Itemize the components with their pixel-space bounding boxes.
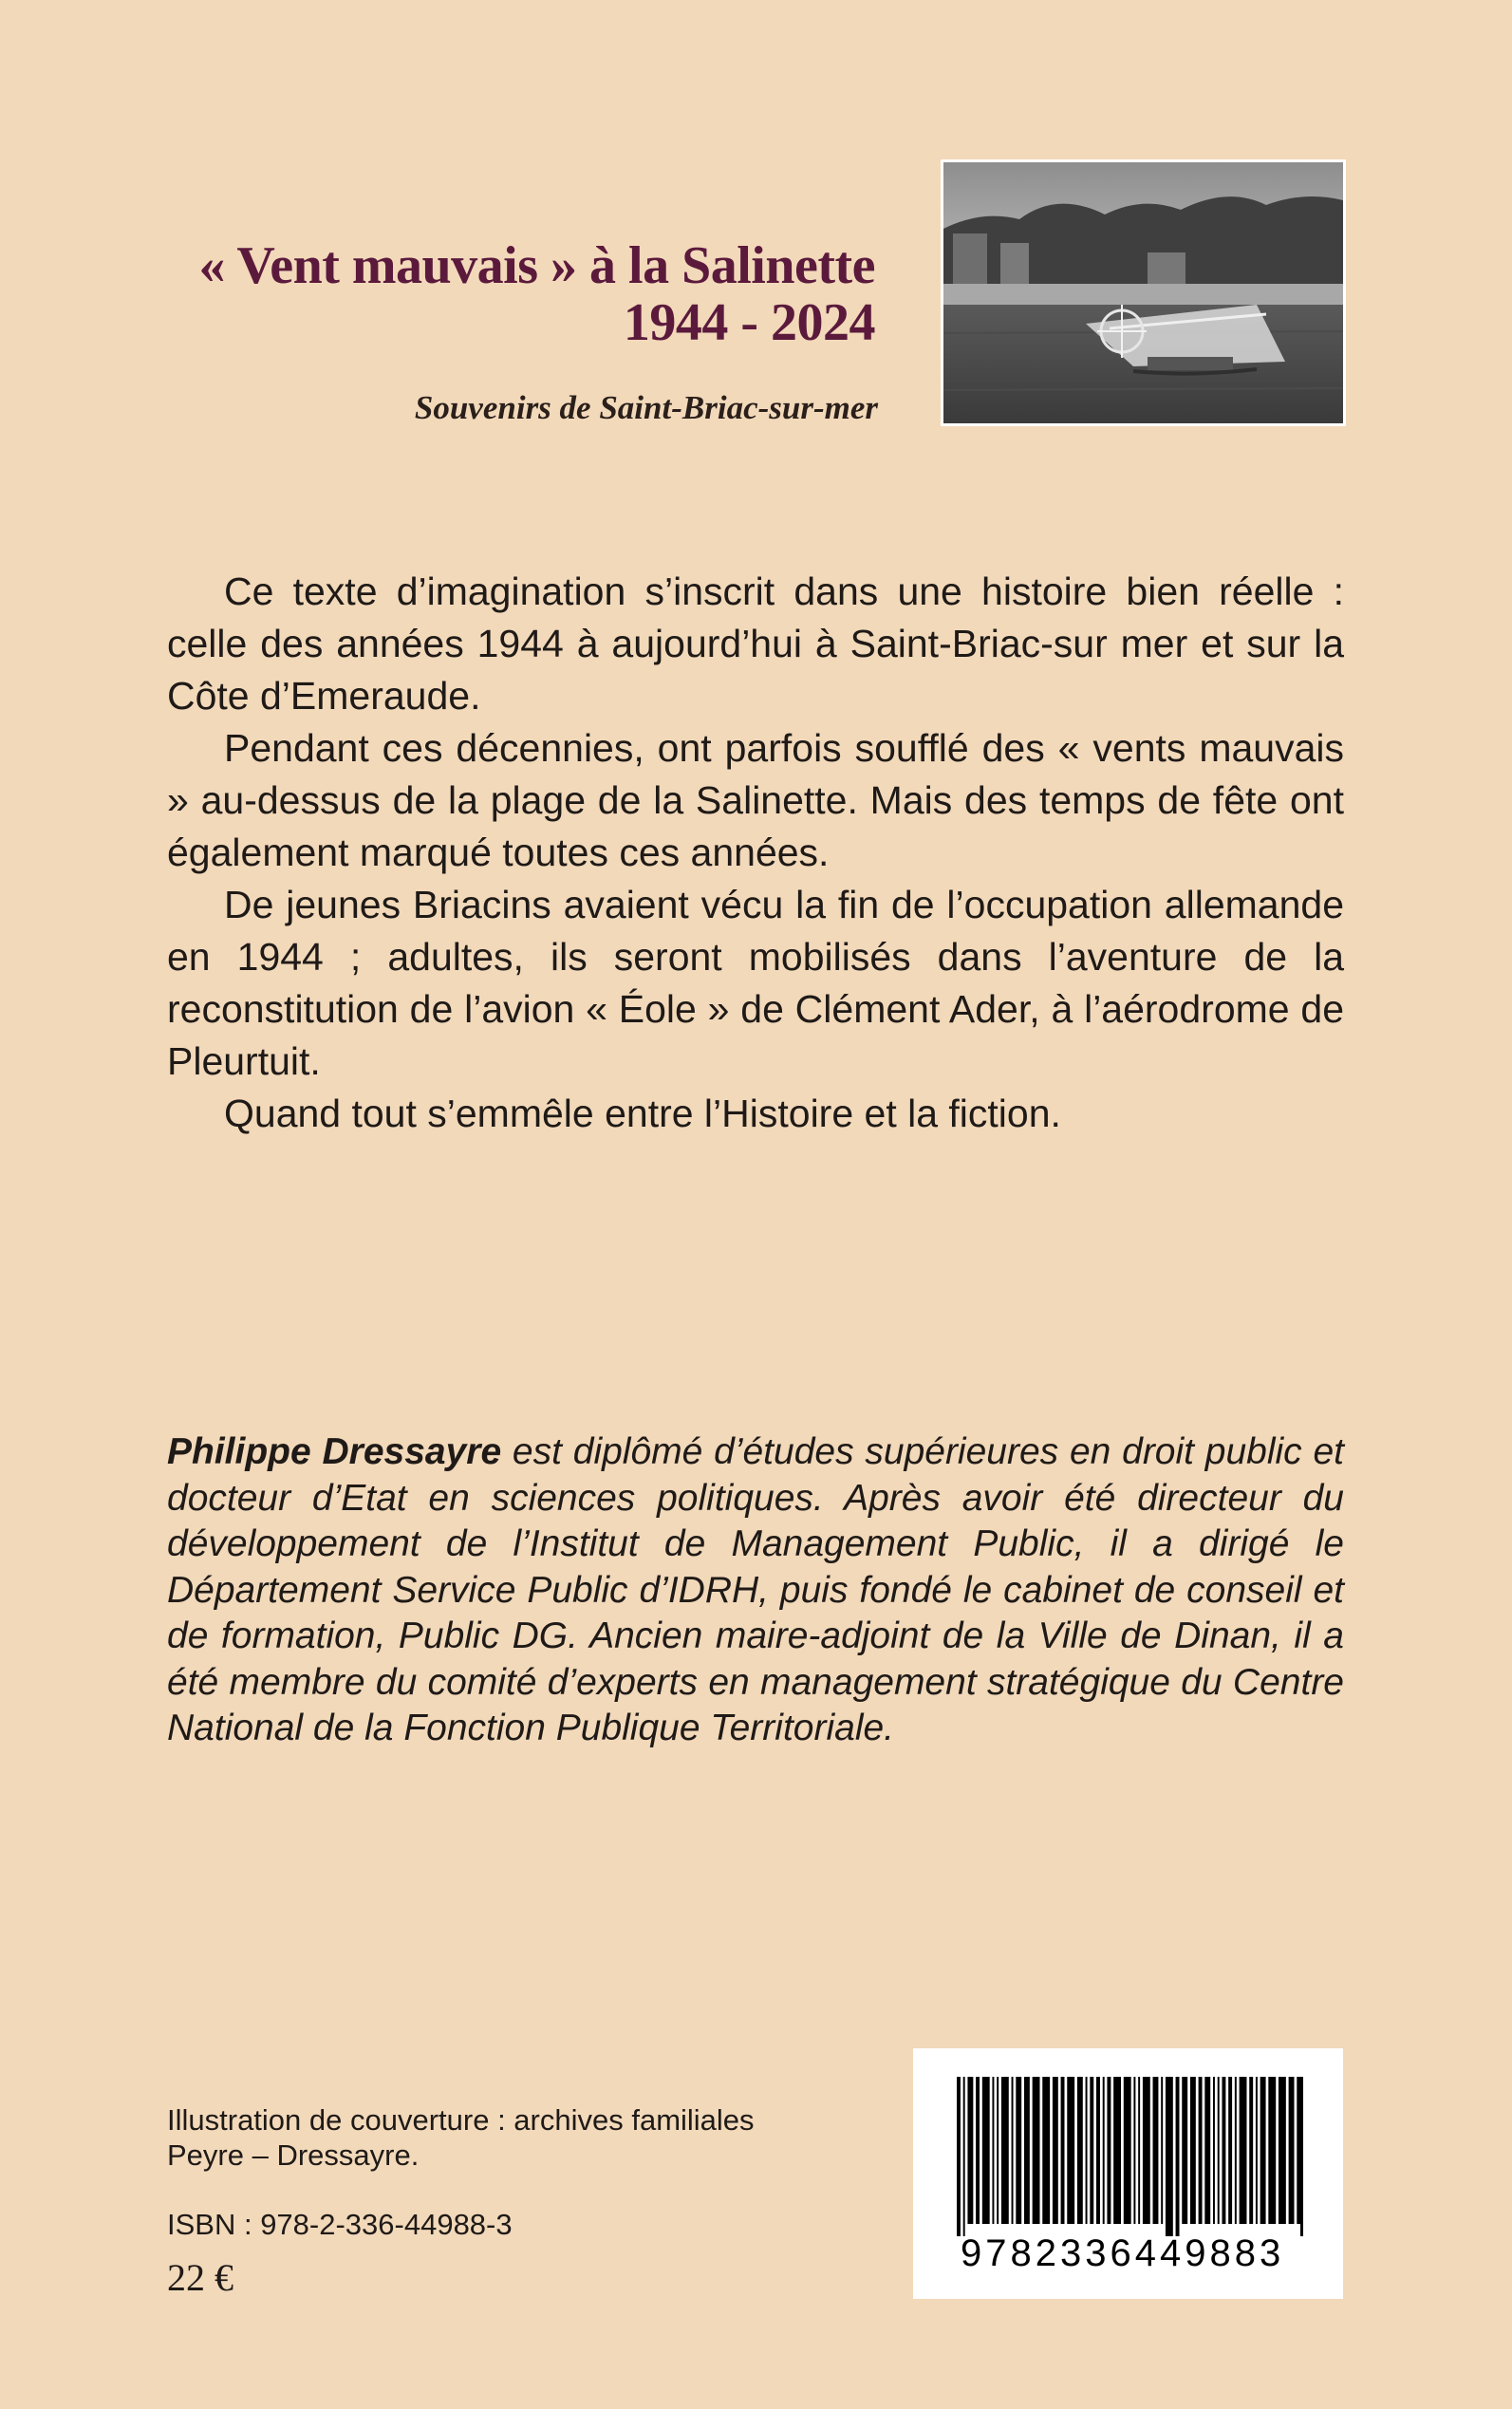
barcode-bar <box>992 2077 994 2224</box>
barcode-bar <box>1001 2077 1009 2224</box>
barcode-bar <box>967 2077 973 2224</box>
intro-paragraph: Ce texte d’imagination s’inscrit dans une histoire bien réelle : celle des années 1944 à aujourd’hui à Saint-Briac-sur mer et sur la Côte d’Emeraude. <box>167 570 1344 718</box>
author-bio <box>167 1429 1344 1752</box>
credit-line: Illustration de couverture : archives familiales <box>167 2103 755 2137</box>
barcode-bar <box>1107 2077 1111 2224</box>
barcode <box>913 2048 1343 2299</box>
barcode-bar <box>997 2077 999 2224</box>
price: 22 € <box>167 2256 233 2299</box>
barcode-bar <box>1143 2077 1150 2224</box>
barcode-bar <box>1161 2077 1163 2224</box>
barcode-bar <box>1096 2077 1100 2224</box>
barcode-bar <box>1086 2077 1088 2224</box>
barcode-bar <box>1279 2077 1286 2224</box>
barcode-bar <box>1260 2077 1266 2224</box>
book-years: 1944 - 2024 <box>623 293 875 352</box>
book-title: « Vent mauvais » à la Salinette <box>198 236 875 295</box>
barcode-bar <box>957 2077 961 2236</box>
barcode-bar <box>1235 2077 1237 2224</box>
author-name: Philippe Dressayre <box>167 1431 502 1472</box>
barcode-bar <box>1138 2077 1140 2224</box>
intro-text <box>167 566 1344 1140</box>
barcode-bar <box>1033 2077 1040 2224</box>
barcode-bar <box>1077 2077 1083 2224</box>
barcode-bar <box>1222 2077 1225 2224</box>
barcode-bar <box>1012 2077 1014 2224</box>
barcode-bar <box>1053 2077 1058 2224</box>
intro-paragraph: De jeunes Briacins avaient vécu la fin de l’occupation allemande en 1944 ; adultes, ils seront mobilisés dans l’aventure de la reconstitution de l’avion « Éole » de Clément Ader, à l’aérodrome de Pleurtuit. <box>167 883 1344 1083</box>
barcode-bar <box>1016 2077 1021 2224</box>
barcode-bar <box>1182 2077 1187 2224</box>
barcode-bar <box>1024 2077 1030 2224</box>
barcode-bar <box>1256 2077 1258 2224</box>
barcode-bar <box>1213 2077 1215 2224</box>
barcode-bar <box>1249 2077 1253 2224</box>
bio-paragraph <box>167 1429 1344 1752</box>
barcode-bars <box>957 2077 1303 2236</box>
barcode-bar <box>1204 2077 1210 2224</box>
barcode-bar <box>1300 2077 1303 2236</box>
barcode-bar <box>1124 2077 1131 2224</box>
seaplane-photo <box>941 159 1346 426</box>
isbn: ISBN : 978-2-336-44988-3 <box>167 2208 513 2241</box>
barcode-bar <box>1166 2077 1173 2236</box>
barcode-bar <box>1190 2077 1196 2224</box>
intro-paragraph: Pendant ces décennies, ont parfois soufflé des « vents mauvais » au-dessus de la plage de la Salinette. Mais des temps de fête ont également marqué toutes ces années. <box>167 726 1344 874</box>
barcode-bar <box>963 2077 965 2236</box>
cover-credit <box>167 2102 888 2173</box>
barcode-digits: 9782336449883 <box>961 2232 1285 2274</box>
title-block <box>152 237 875 351</box>
barcode-bar <box>976 2077 980 2224</box>
barcode-bar <box>1218 2077 1220 2224</box>
barcode-bar <box>1228 2077 1232 2224</box>
barcode-bar <box>1133 2077 1135 2224</box>
barcode-bar <box>1090 2077 1093 2224</box>
barcode-bar <box>1113 2077 1121 2224</box>
credit-line: Peyre – Dressayre. <box>167 2138 420 2172</box>
barcode-bar <box>1067 2077 1074 2224</box>
barcode-bar <box>1240 2077 1247 2224</box>
barcode-bar <box>1042 2077 1050 2224</box>
barcode-bar <box>1289 2077 1295 2224</box>
intro-paragraph: Quand tout s’emmêle entre l’Histoire et la fiction. <box>224 1092 1061 1135</box>
barcode-bar <box>1176 2077 1180 2236</box>
barcode-bar <box>1268 2077 1276 2224</box>
barcode-bar <box>1103 2077 1105 2224</box>
barcode-bar <box>1153 2077 1159 2224</box>
barcode-bar <box>1061 2077 1065 2224</box>
barcode-bar <box>982 2077 990 2224</box>
bio-text: est diplômé d’études supérieures en droit public et docteur d’Etat en sciences politiques. Après avoir été directeur du développement de l’Institut de Management Public, il a dirigé le Département Service Public d’IDRH, puis fondé le cabinet de conseil et de formation, Public DG. Ancien maire-adjoint de la Ville de Dinan, il a été membre du comité d’experts en management stratégique du Centre National de la Fonction Publique Territoriale. <box>167 1431 1345 1748</box>
book-subtitle: Souvenirs de Saint-Briac-sur-mer <box>414 389 878 426</box>
barcode-bar <box>1199 2077 1203 2224</box>
